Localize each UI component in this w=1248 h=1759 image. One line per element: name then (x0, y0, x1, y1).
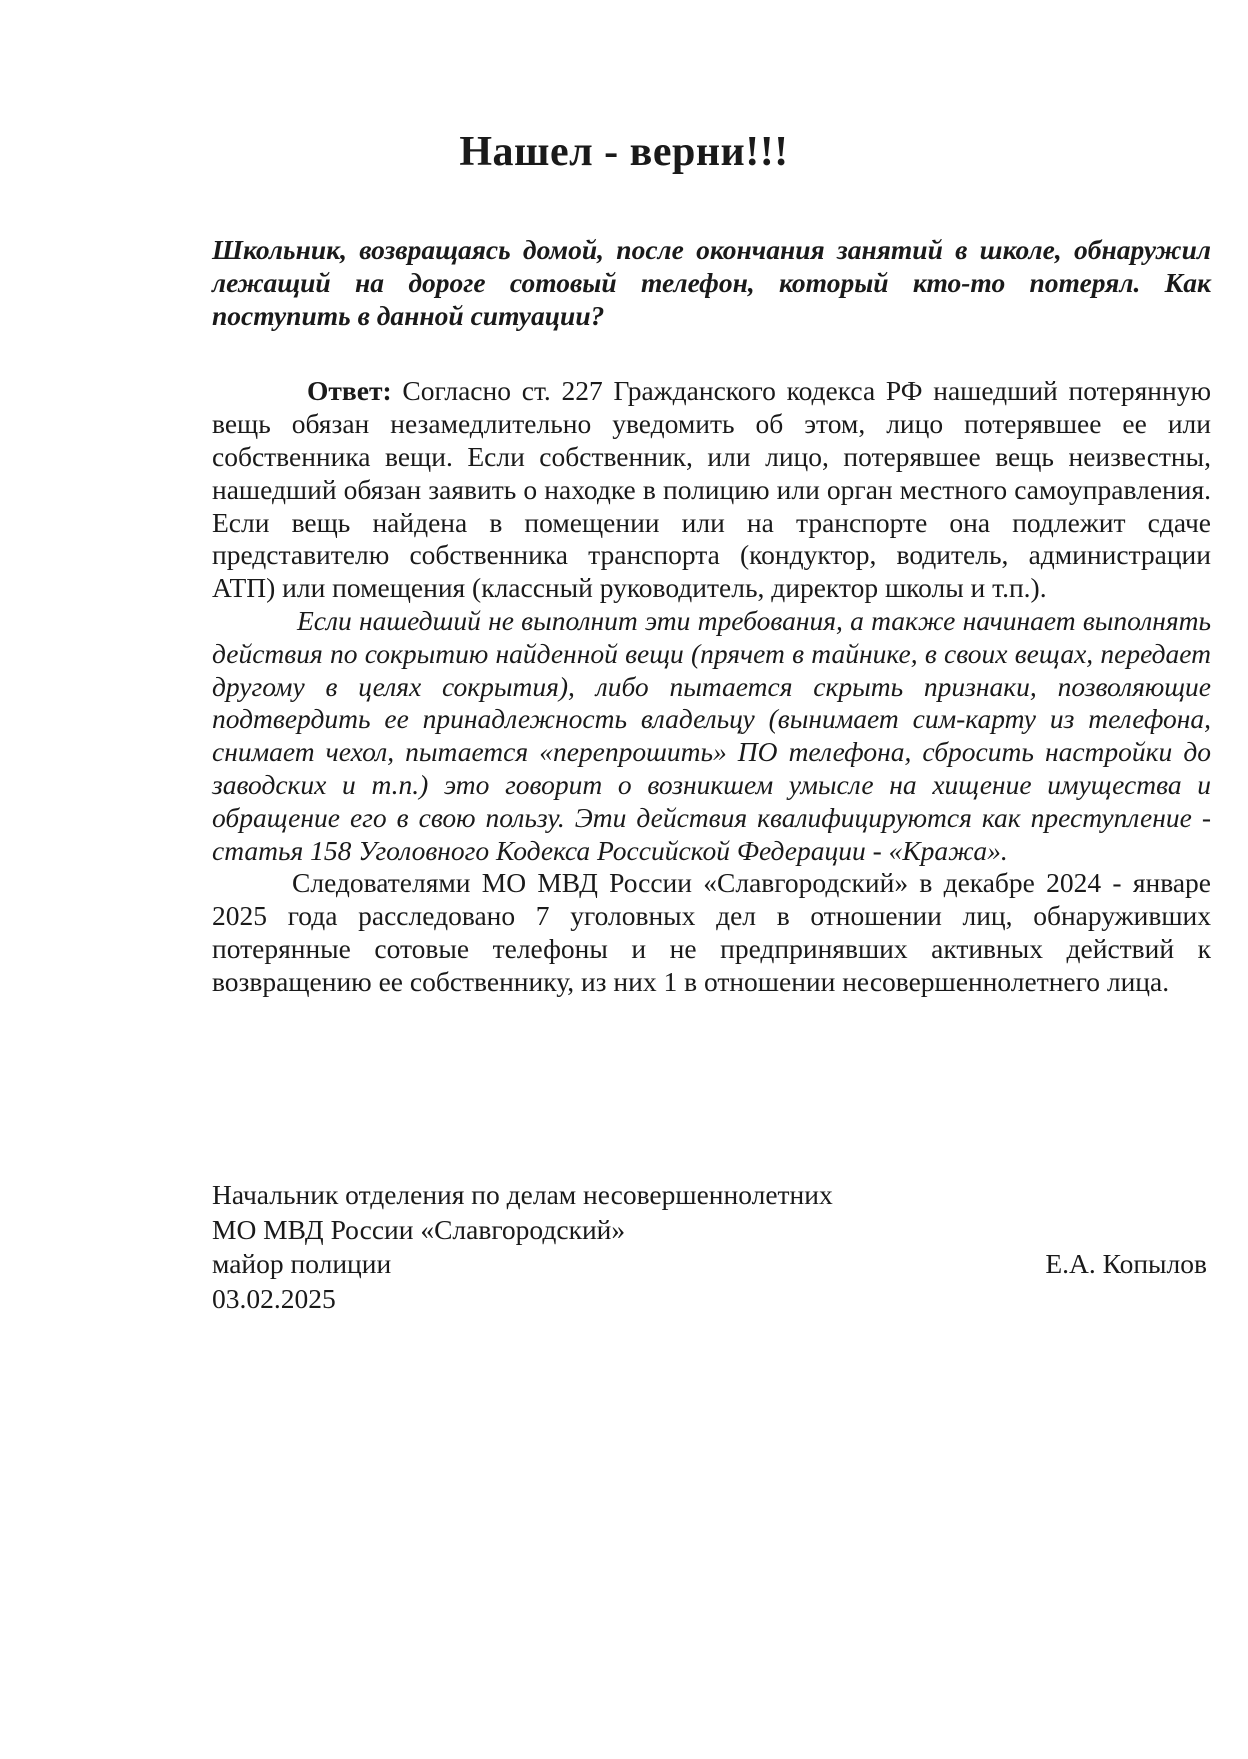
signature-name: Е.А. Копылов (1045, 1248, 1207, 1279)
signature-position-line2: МО МВД России «Славгородский» (212, 1213, 626, 1245)
document-title: Нашел - верни!!! (459, 129, 789, 175)
signature-block (212, 1178, 1211, 1316)
signature-position-line1: Начальник отделения по делам несовершеннолетних (212, 1179, 833, 1210)
question-paragraph: Школьник, возвращаясь домой, после окончания занятий в школе, обнаружил лежащий на дороге сотовый телефон, который кто-то потерял. Как поступить в данной ситуации? (212, 234, 1211, 331)
signature-rank: майор полиции (212, 1248, 392, 1279)
warning-paragraph: Если нашедший не выполнит эти требования, а также начинает выполнять действия по сокрытию найденной вещи (прячет в тайнике, в своих вещах, передает другому в целях сокрытия), либо пытается скрыть признаки, позволяющие подтвердить ее принадлежность владельцу (вынимает сим-карту из телефона, снимает чехол, пытается «перепрошить» ПО телефона, сбросить настройки до заводских и т.п.) это говорит о возникшем умысле на хищение имущества и обращение его в свою пользу. Эти действия квалифицируются как преступление - статья 158 Уголовного Кодекса Российской Федерации - «Кража». (212, 604, 1211, 866)
answer-label: Ответ: (307, 375, 392, 407)
signature-date: 03.02.2025 (212, 1282, 336, 1314)
document-body (212, 234, 1211, 999)
answer-text: Согласно ст. 227 Гражданского кодекса РФ нашедший потерянную вещь обязан незамедлительно уведомить об этом, лицо потерявшее ее или собственника вещи. Если собственник, или лицо, потерявшее вещь неизвестны, нашедший обязан заявить о находке в полицию или орган местного самоуправления. Если вещь найдена в помещении или на транспорте она подлежит сдаче представителю собственника транспорта (кондуктор, водитель, администрации АТП) или помещения (классный руководитель, директор школы и т.п.). (212, 375, 1211, 604)
statistics-paragraph: Следователями МО МВД России «Славгородский» в декабре 2024 - январе 2025 года расследовано 7 уголовных дел в отношении лиц, обнаруживших потерянные сотовые телефоны и не предпринявших активных действий к возвращению ее собственнику, из них 1 в отношении несовершеннолетнего лица. (212, 867, 1211, 997)
answer-paragraph (212, 375, 1211, 605)
